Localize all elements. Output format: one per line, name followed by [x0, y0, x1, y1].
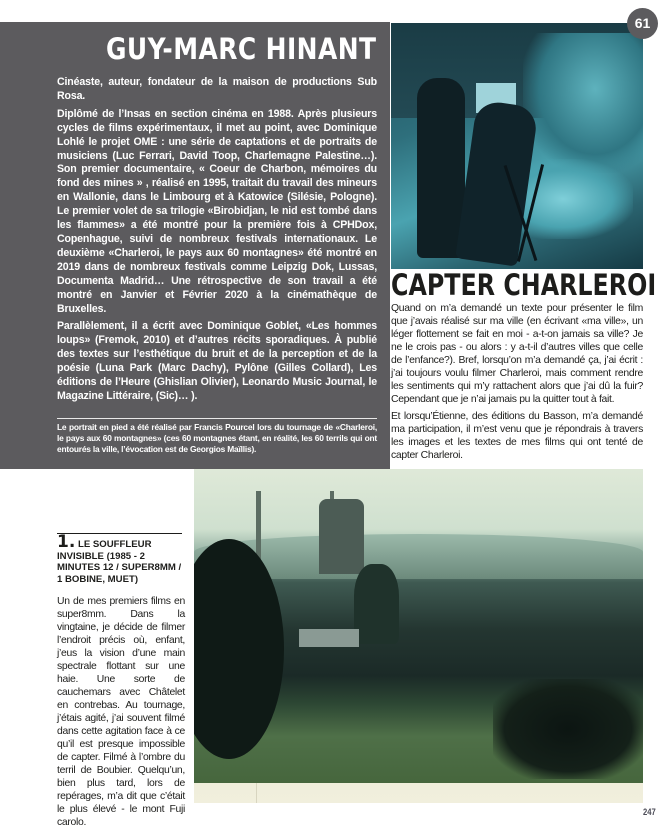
film-title: LE SOUFFLEUR INVISIBLE (1985 - 2 MINUTES 12 / SUPER8MM / 1 BOBINE, MUET): [57, 539, 182, 585]
page-folio: 247: [643, 807, 656, 817]
photo-poplars: [354, 564, 399, 644]
film-description: Un de mes premiers films en super8mm. Dans la vingtaine, je décide de filmer l’endroit précis où, enfant, j’eus la vision d’une main spectrale flottant sur une haie. Une sorte de cauchemars avec Châtelet en contrebas. Au tournage, j’étais agité, j’ai souvent filmé dans cette agitation face à ce qu’il est presque impossible de capter. Filmé à l’ombre du terril de Boubier. Quelqu’un, bien plus tard, lors de repérages, m’a dit que c’était le plus élevé - le mont Fuji carolo.: [57, 596, 185, 828]
photo-shadow: [493, 679, 643, 779]
article-text: [391, 302, 643, 466]
film-frame-line: [256, 783, 257, 803]
bio-title: GUY-MARC HINANT: [105, 32, 376, 66]
bio-paragraph: Cinéaste, auteur, fondateur de la maison de productions Sub Rosa.: [57, 76, 377, 102]
filming-photo: [391, 23, 643, 269]
film-still-photo: [194, 469, 643, 803]
photo-person-standing: [417, 78, 465, 258]
article-paragraph: Quand on m’a demandé un texte pour présenter le film que j’avais réalisé sur ma ville (en écrivant «ma ville», un léger flottement se fait en moi - a-t-on jamais sa ville? Je ne le crois pas - ou alors : y a-t-il d’autres villes que celle de l’enfance?). Bref, lorsqu’on m’a demandé ça, j’ai écrit : j’ai toujours voulu filmer Charleroi, mais comment rendre les sentiments qui m’y rattachent alors que j’ai dû la fuir? Cependant que je n’ai jamais pu la quitter tout à fait.: [391, 303, 643, 405]
photo-person-filming: [455, 99, 539, 266]
caption-divider: [57, 418, 377, 419]
page-number-badge: 61: [627, 8, 658, 39]
photo-blast-furnace: [319, 499, 364, 574]
film-heading: [57, 532, 185, 585]
bio-paragraph: Parallèlement, il a écrit avec Dominique Goblet, «Les hommes loups» (Fremok, 2010) et d’autres récits sporadiques. À publié des textes sur l’esthétique du bruit et de la perception et de la poésie (Luna Park (Marc Dachy), Pylône (Gilles Collard), Les éditions de l’Heure (Ghislian Olivier), Leonardo Music Journal, le Magazine Littéraire, (Sic)… ).: [57, 320, 377, 402]
film-divider: [57, 533, 182, 534]
article-paragraph: Et lorsqu’Étienne, des éditions du Basson, m’a demandé ma participation, il m’est venu que je répondrais à travers les images et les textes de mes films qui ont tenté de capter Charleroi.: [391, 411, 643, 461]
bio-text: [57, 76, 377, 408]
photo-trees: [523, 33, 643, 173]
photo-credit-caption: Le portrait en pied a été réalisé par Francis Pourcel lors du tournage de «Charleroi, le pays aux 60 montagnes» (ces 60 montagnes étant, en réalité, les 60 terrils qui ont entourés la ville, l’évocation est de Georgios Maïllis).: [57, 422, 377, 455]
bio-box: [0, 22, 390, 469]
article-title: CAPTER CHARLEROI: [391, 268, 657, 302]
photo-chimney: [256, 491, 261, 561]
photo-building: [299, 629, 359, 647]
bio-paragraph: Diplômé de l’Insas en section cinéma en 1988. Après plusieurs cycles de films expérimentaux, il met au point, avec Dominique Lohlé le projet OME : une série de captations et de portraits de musiciens (Luc Ferrari, David Toop, Charlemagne Palestine…). Son premier documentaire, « Coeur de Charbon, mémoires du fond des mines » , réalisé en 1995, traitait du travail des mineurs en Wallonie, dans le Limbourg et à Katowice (Silésie, Pologne). Le premier volet de sa trilogie «Birobidjan, le nid est tombé dans les flammes» a été montré pour la première fois à CPHDox, Copenhague, suivi de nombreux festivals internationaux. Le deuxième «Charleroi, le pays aux 60 montagnes» été montré en 2019 dans de nombreux festivals comme Leipzig Dok, Lussas, Documenta Madrid… Une rétrospective de son travail a été montré en Janvier et Février 2020 à la cinémathèque de Bruxelles.: [57, 107, 377, 315]
film-number: 1.: [57, 532, 76, 552]
